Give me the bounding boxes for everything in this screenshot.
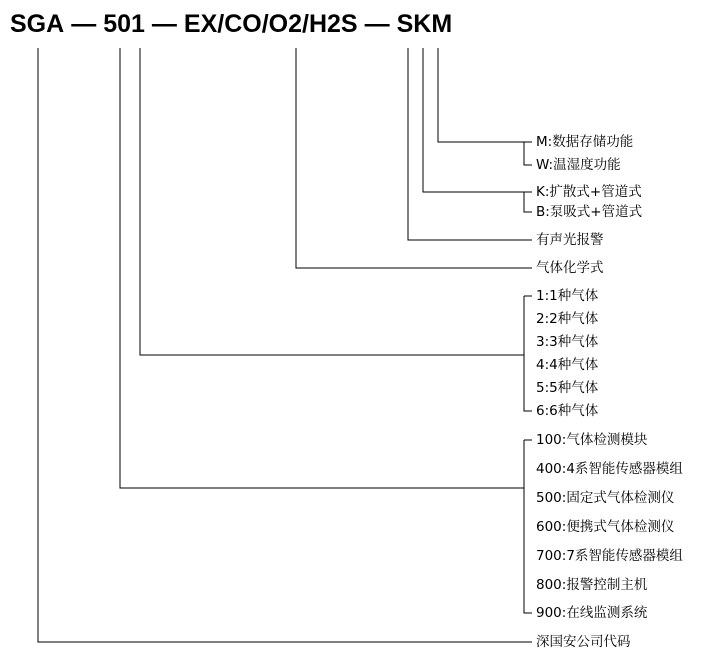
label-gas-count-5: 5:5种气体 bbox=[536, 380, 599, 396]
code-dash-3: — bbox=[364, 10, 390, 38]
label-company-code: 深国安公司代码 bbox=[536, 634, 631, 650]
label-series-900: 900:在线监测系统 bbox=[536, 605, 648, 621]
code-part-m: M bbox=[431, 10, 453, 38]
label-series-700: 700:7系智能传感器模组 bbox=[536, 548, 683, 564]
code-part-gases: EX/CO/O2/H2S bbox=[183, 10, 358, 38]
code-part-sga: SGA bbox=[10, 10, 65, 38]
label-series-800: 800:报警控制主机 bbox=[536, 577, 648, 593]
label-gas-count-3: 3:3种气体 bbox=[536, 334, 599, 350]
label-series-100: 100:气体检测模块 bbox=[536, 432, 648, 448]
label-series-600: 600:便携式气体检测仪 bbox=[536, 519, 675, 535]
code-part-sk: SK bbox=[396, 10, 432, 38]
code-dash-2: — bbox=[151, 10, 177, 38]
label-series-500: 500:固定式气体检测仪 bbox=[536, 490, 675, 506]
code-part-501: 501 bbox=[103, 10, 145, 38]
label-alarm: 有声光报警 bbox=[536, 232, 604, 248]
label-sampling-b: B:泵吸式+管道式 bbox=[536, 204, 643, 220]
label-gas-count-1: 1:1种气体 bbox=[536, 288, 599, 304]
label-storage-w: W:温湿度功能 bbox=[536, 157, 621, 173]
label-sampling-k: K:扩散式+管道式 bbox=[536, 184, 642, 200]
label-storage-m: M:数据存储功能 bbox=[536, 134, 634, 150]
label-series-400: 400:4系智能传感器模组 bbox=[536, 461, 683, 477]
label-gas-count-2: 2:2种气体 bbox=[536, 311, 599, 327]
label-gas-count-4: 4:4种气体 bbox=[536, 357, 599, 373]
label-gas-formula: 气体化学式 bbox=[536, 260, 604, 276]
code-dash-1: — bbox=[71, 10, 97, 38]
label-gas-count-6: 6:6种气体 bbox=[536, 403, 599, 419]
